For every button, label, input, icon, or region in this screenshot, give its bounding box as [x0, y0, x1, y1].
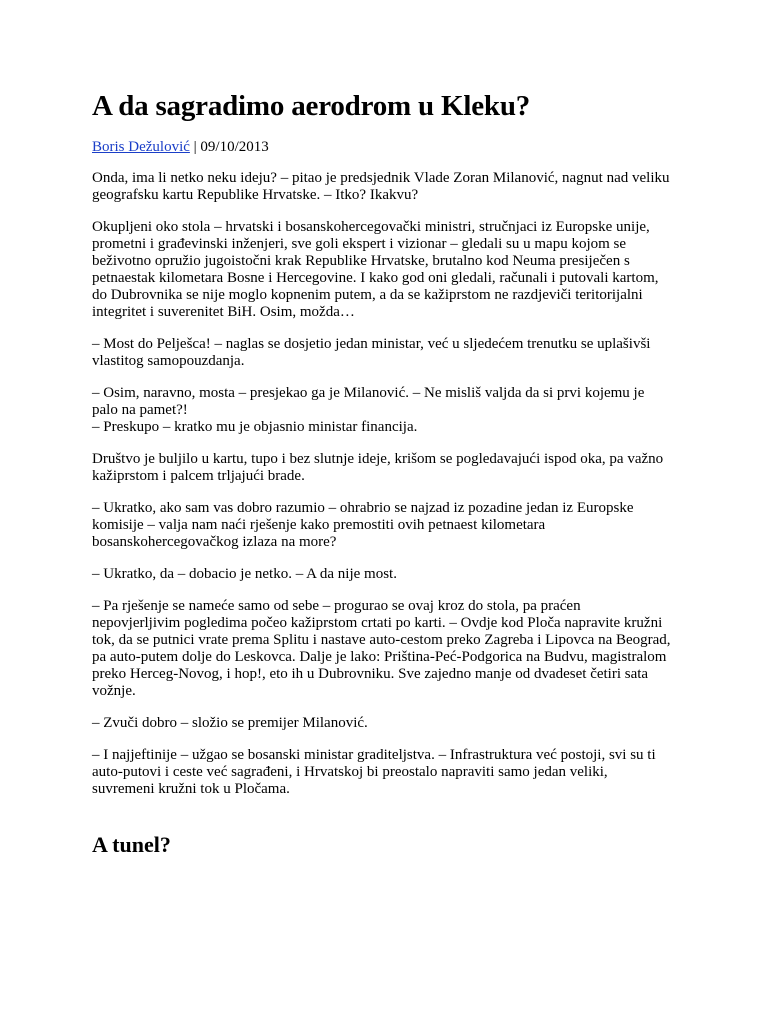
paragraph-10: – I najjeftinije – užgao se bosanski ministar graditeljstva. – Infrastruktura već postoji, svi su ti auto-putovi i ceste već sagrađeni, i Hrvatskoj bi preostalo napraviti samo jedan veliki, suvremeni kružni tok u Pločama.	[92, 747, 656, 797]
paragraph-7: – Ukratko, da – dobacio je netko. – A da nije most.	[92, 566, 397, 582]
document-page	[92, 88, 672, 858]
paragraph-1: Onda, ima li netko neku ideju? – pitao je predsjednik Vlade Zoran Milanović, nagnut nad veliku geografsku kartu Republike Hrvatske. – Itko? Ikakvu?	[92, 170, 670, 203]
paragraph-3: – Most do Pelješca! – naglas se dosjetio jedan ministar, već u sljedećem trenutku se uplašivši vlastitog samopouzdanja.	[92, 336, 651, 369]
section-heading: A tunel?	[92, 832, 171, 857]
publish-date: 09/10/2013	[200, 139, 269, 155]
paragraph-9: – Zvuči dobro – složio se premijer Milanović.	[92, 715, 368, 731]
article-body	[92, 170, 672, 798]
paragraph-6: – Ukratko, ako sam vas dobro razumio – ohrabrio se najzad iz pozadine jedan iz Europske komisije – valja nam naći rješenje kako premostiti ovih petnaest kilometara bosanskohercegovačkog izlaza na more?	[92, 500, 634, 550]
article-title: A da sagradimo aerodrom u Kleku?	[92, 90, 531, 122]
paragraph-8: – Pa rješenje se nameće samo od sebe – progurao se ovaj kroz do stola, pa praćen nepovjerljivim pogledima počeo kažiprstom crtati po karti. – Ovdje kod Ploča napravite kružni tok, da se putnici vrate prema Splitu i nastave auto-cestom preko Zagreba i Lipovca na Beograd, pa auto-putem dolje do Leskovca. Dalje je lako: Priština-Peć-Podgorica na Budvu, magistralom preko Herceg-Novog, i hop!, eto ih u Dubrovniku. Sve zajedno manje od dvadeset četiri sata vožnje.	[92, 598, 671, 699]
byline-separator: |	[189, 139, 201, 155]
paragraph-2: Okupljeni oko stola – hrvatski i bosanskohercegovački ministri, stručnjaci iz Europske unije, prometni i građevinski inženjeri, sve goli ekspert i vizionar – gledali su u mapu kojom se beživotno opružio jugoistočni krak Republike Hrvatske, brutalno kod Neuma presiječen s petnaestak kilometara Bosne i Hercegovine. I kako god oni gledali, računali i putovali kartom, do Dubrovnika se nije moglo kopnenim putem, a da se kažiprstom ne razdjeviči teritorijalni integritet i suverenitet BiH. Osim, možda…	[92, 219, 659, 320]
author-link[interactable]: Boris Dežulović	[92, 139, 190, 155]
byline	[92, 137, 672, 157]
paragraph-5: Društvo je buljilo u kartu, tupo i bez slutnje ideje, krišom se pogledavajući ispod oka, pa važno kažiprstom i palcem trljajući brade.	[92, 451, 664, 484]
paragraph-4: – Osim, naravno, mosta – presjekao ga je Milanović. – Ne misliš valjda da si prvi kojemu je palo na pamet?! – Preskupo – kratko mu je objasnio ministar financija.	[92, 385, 645, 435]
